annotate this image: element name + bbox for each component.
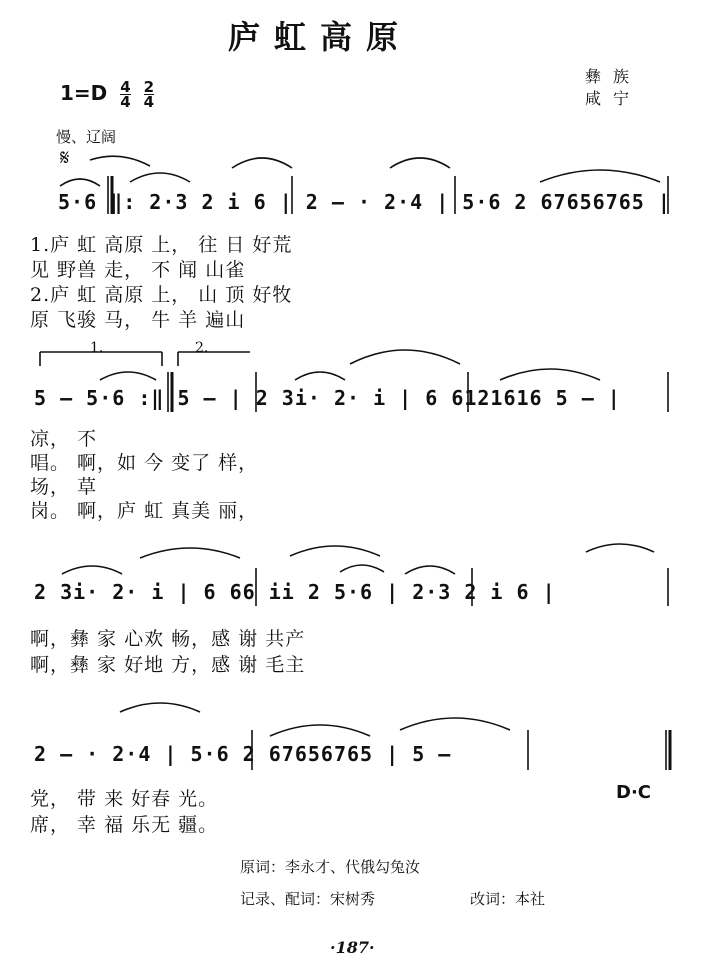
song-title: 庐虹高原 xyxy=(228,18,413,56)
lyric-line-1-2: 见 野兽 走， 不 闻 山雀 xyxy=(30,259,246,281)
lyric-line-2-1: 凉， 不 xyxy=(30,428,98,450)
segno-sign: 𝄋 xyxy=(60,146,70,171)
lyric-line-1-4: 原 飞骏 马， 牛 羊 遍山 xyxy=(30,309,246,331)
lyric-line-1-3: 2.庐 虹 高原 上， 山 顶 好牧 xyxy=(30,284,293,306)
lyric-line-2-3: 场， 草 xyxy=(30,476,98,498)
lyric-line-1-1: 1.庐 虹 高原 上， 往 日 好荒 xyxy=(30,234,293,256)
lyricist-credit: 原词：李永才、代俄勾兔汝 xyxy=(240,858,421,876)
notation-line-3: 2 3i· 2· i | 6 66 ii 2 5·6 | 2·3 2 i 6 | xyxy=(34,580,556,604)
notation-line-1: 5·6 ‖: 2·3 2 i 6 | 2 — · 2·4 | 5·6 2 67656765 | xyxy=(58,190,671,214)
tempo-mark: 慢、辽阔 xyxy=(56,128,117,146)
lyric-line-3-1: 啊，彝 家 心欢 畅，感 谢 共产 xyxy=(30,628,306,650)
lyric-line-4-1: 党， 带 来 好春 光。 xyxy=(30,788,219,810)
ending-1-label: 1. xyxy=(90,340,104,356)
notation-line-2: 5 — 5·6 :‖ 5 — | 2 3i· 2· i | 6 6121616 5 — | xyxy=(34,386,621,410)
lyric-line-2-2: 唱。 啊，如 今 变了 样， xyxy=(30,452,259,474)
key-label: 1=D xyxy=(60,81,108,105)
time-signature-1: $\frac{4}{4}$ xyxy=(120,78,131,111)
page-number: ·187· xyxy=(330,938,375,957)
editor-credit: 改词：本社 xyxy=(470,890,546,908)
lyric-line-3-2: 啊，彝 家 好地 方，感 谢 毛主 xyxy=(30,654,306,676)
ending-2-label: 2. xyxy=(195,340,209,356)
origin-label: 彝族 xyxy=(585,67,642,86)
lyric-line-2-4: 岗。 啊，庐 虹 真美 丽， xyxy=(30,500,259,522)
time-signature-2: $\frac{2}{4}$ xyxy=(143,78,155,111)
recorder-credit: 记录、配词：宋树秀 xyxy=(240,890,376,908)
region-label: 咸宁 xyxy=(585,89,642,108)
da-capo-mark: D·C xyxy=(616,782,651,803)
lyric-line-4-2: 席， 幸 福 乐无 疆。 xyxy=(30,814,219,836)
notation-line-4: 2 — · 2·4 | 5·6 2 67656765 | 5 — xyxy=(34,742,452,766)
